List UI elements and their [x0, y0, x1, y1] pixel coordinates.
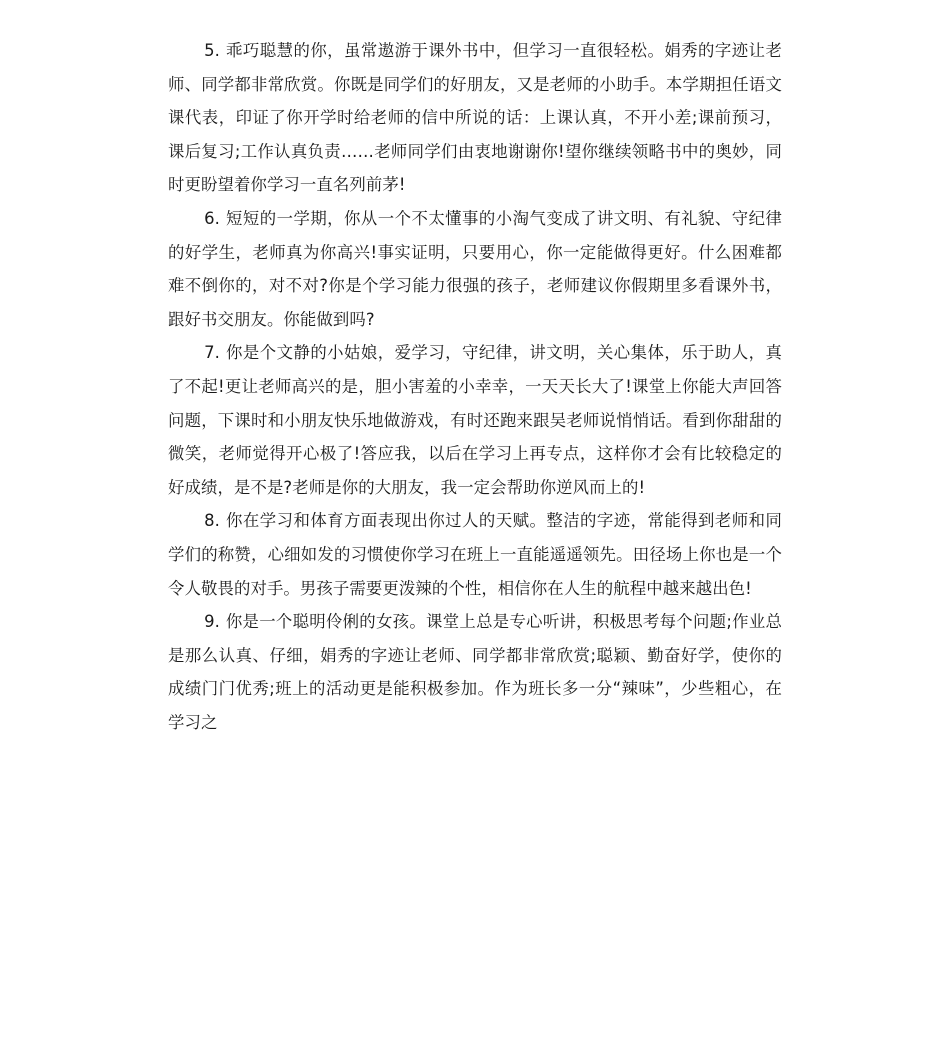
paragraph-text: 你是个文静的小姑娘，爱学习，守纪律，讲文明，关心集体，乐于助人，真了不起!更让老师高兴的是，胆小害羞的小幸幸，一天天长大了!课堂上你能大声回答问题，下课时和小朋友快乐地做游戏，有时还跑来跟吴老师说悄悄话。看到你甜甜的微笑，老师觉得开心极了!答应我，以后在学习上再专点，这样你才会有比较稳定的好成绩，是不是?老师是你的大朋友，我一定会帮助你逆风而上的! — [168, 343, 782, 497]
paragraph-text: 短短的一学期，你从一个不太懂事的小淘气变成了讲文明、有礼貌、守纪律的好学生，老师真为你高兴!事实证明，只要用心，你一定能做得更好。什么困难都难不倒你的，对不对?你是个学习能力很强的孩子，老师建议你假期里多看课外书，跟好书交朋友。你能做到吗? — [168, 208, 782, 329]
paragraph-number: 5. — [204, 41, 220, 60]
comment-paragraph-5 — [168, 34, 782, 202]
paragraph-number: 7. — [204, 343, 220, 363]
paragraph-number: 9. — [204, 612, 220, 632]
paragraph-text: 乖巧聪慧的你，虽常遨游于课外书中，但学习一直很轻松。娟秀的字迹让老师、同学都非常欣赏。你既是同学们的好朋友，又是老师的小助手。本学期担任语文课代表，印证了你开学时给老师的信中所说的话：上课认真，不开小差;课前预习，课后复习;工作认真负责……老师同学们由衷地谢谢你!望你继续领略书中的奥妙，同时更盼望着你学习一直名列前茅! — [168, 41, 782, 195]
paragraph-text: 你是一个聪明伶俐的女孩。课堂上总是专心听讲，积极思考每个问题;作业总是那么认真、仔细，娟秀的字迹让老师、同学都非常欣赏;聪颖、勤奋好学，使你的成绩门门优秀;班上的活动更是能积极参加。作为班长多一分“辣味”，少些粗心，在学习之 — [168, 612, 782, 732]
paragraph-text: 你在学习和体育方面表现出你过人的天赋。整洁的字迹，常能得到老师和同学们的称赞，心细如发的习惯使你学习在班上一直能遥遥领先。田径场上你也是一个令人敬畏的对手。男孩子需要更泼辣的个性，相信你在人生的航程中越来越出色! — [168, 511, 782, 598]
paragraph-number: 8. — [204, 511, 220, 531]
comment-paragraph-7 — [168, 336, 782, 504]
paragraph-number: 6. — [204, 208, 220, 228]
comment-paragraph-6 — [168, 202, 782, 336]
comment-paragraph-9 — [168, 605, 782, 739]
document-page — [168, 34, 782, 739]
comment-paragraph-8 — [168, 504, 782, 605]
